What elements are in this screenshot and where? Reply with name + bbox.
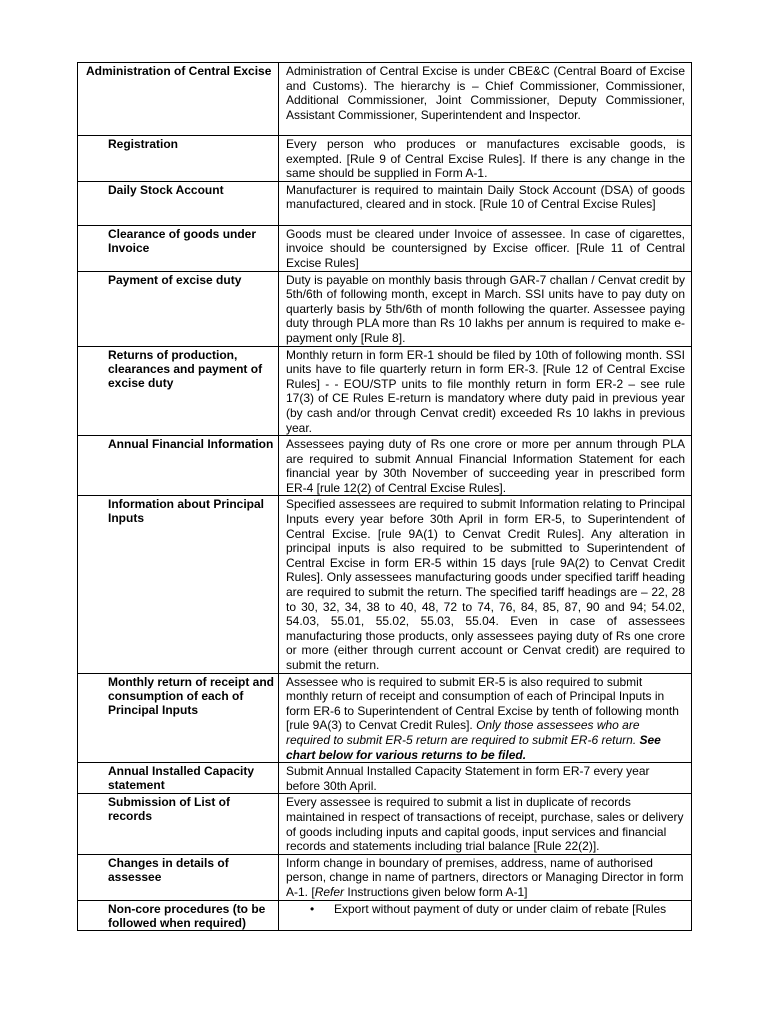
row-label: Annual Financial Information xyxy=(108,437,274,452)
bullet-item xyxy=(279,901,691,917)
row-text: Every person who produces or manufactures excisable goods, is exempted. [Rule 9 of Central Excise Rules]. If there is any change in the same should be supplied in Form A-1. xyxy=(286,137,685,181)
table-row xyxy=(78,436,692,496)
row-text-italic: Refer xyxy=(314,884,345,899)
row-label: Registration xyxy=(108,137,179,151)
row-text-italic: Only those assessees who are required to submit ER-5 return are required to submit ER-6 return. xyxy=(286,718,640,747)
row-text: Export without payment of duty or under claim of rebate [Rules xyxy=(334,901,667,916)
row-text: Assessees paying duty of Rs one crore or more per annum through PLA are required to submit Annual Financial Information Statement for each financial year by 30th November of succeeding year in prescribed form ER-4 [rule 12(2) of Central Excise Rules]. xyxy=(286,437,685,495)
table-row xyxy=(78,900,692,930)
row-label: Submission of List of records xyxy=(108,795,230,824)
row-label: Administration of Central Excise xyxy=(86,64,272,78)
table-row xyxy=(78,181,692,225)
row-text: Administration of Central Excise is under CBE&C (Central Board of Excise and Customs). The hierarchy is – Chief Commissioner, Commissioner, Additional Commissioner, Joint Commissioner, Deputy Commissioner, Assistant Commissioner, Superintendent and Inspector. xyxy=(286,64,685,122)
table-row xyxy=(78,136,692,182)
row-text: Monthly return in form ER-1 should be filed by 10th of following month. SSI units have to file quarterly return in form ER-3. [Rule 12 of Central Excise Rules] - - EOU/STP units to file monthly return in form ER-2 – see rule 17(3) of CE Rules E-return is mandatory where duty paid in previous year (by cash and/or through Cenvat credit) exceeded Rs 10 lakhs in previous year. xyxy=(286,347,685,435)
row-label: Daily Stock Account xyxy=(108,182,224,197)
table-row xyxy=(78,271,692,346)
table-row xyxy=(78,346,692,436)
table-row xyxy=(78,854,692,900)
row-text-before: Inform change in boundary of premises, address, name of authorised person, change in name of partners, directors or Managing Director in form A-1. [ xyxy=(286,855,684,899)
procedures-table xyxy=(77,62,692,931)
row-text: Submit Annual Installed Capacity Statement in form ER-7 every year before 30th April. xyxy=(286,764,650,793)
table-row xyxy=(78,496,692,673)
row-text: Duty is payable on monthly basis through GAR-7 challan / Cenvat credit by 5th/6th of following month, except in March. SSI units have to pay duty on quarterly basis by 5th/6th of month following the quarter. Assessee paying duty through PLA more than Rs 10 lakhs per annum is required to make e-payment only [Rule 8]. xyxy=(286,272,685,345)
row-label: Payment of excise duty xyxy=(108,272,242,287)
row-text xyxy=(279,855,691,900)
row-label: Non-core procedures (to be followed when required) xyxy=(108,901,266,930)
row-text: Goods must be cleared under Invoice of assessee. In case of cigarettes, invoice should be countersigned by Excise officer. [Rule 11 of Central Excise Rules] xyxy=(286,226,685,270)
row-label: Returns of production, clearances and payment of excise duty xyxy=(108,347,263,390)
row-text-bold-italic: See chart below for various returns to be filed. xyxy=(286,732,661,762)
row-text-plain: Assessee who is required to submit ER-5 is also required to submit monthly return of receipt and consumption of each of Principal Inputs in form ER-6 to Superintendent of Central Excise by tenth of following month [rule 9A(3) to Cenvat Credit Rules]. xyxy=(286,674,679,733)
row-label: Changes in details of assessee xyxy=(108,855,229,884)
row-label: Clearance of goods under Invoice xyxy=(108,226,257,255)
row-text: Specified assessees are required to submit Information relating to Principal Inputs every year before 30th April in form ER-5, to Superintendent of Central Excise. [rule 9A(1) to Cenvat Credit Rules]. Any alteration in principal inputs is also required to be submitted to Superintendent of Central Excise in form ER-5 within 15 days [rule 9A(2) to Cenvat Credit Rules]. Only assessees manufacturing goods under specified tariff heading are required to submit the return. The specified tariff headings are – 22, 28 to 30, 32, 34, 38 to 40, 48, 72 to 74, 76, 84, 85, 87, 90 and 94; 54.02, 54.03, 55.01, 55.02, 55.03, 55.04. Even in case of assessees manufacturing those products, only assessees paying duty of Rs one crore or more (either through current account or Cenvat credit) are required to submit the return. xyxy=(286,497,685,672)
row-text: Manufacturer is required to maintain Daily Stock Account (DSA) of goods manufactured, cleared and in stock. [Rule 10 of Central Excise Rules] xyxy=(286,182,685,212)
table-row xyxy=(78,63,692,136)
row-text-after: Instructions given below form A-1] xyxy=(344,884,528,899)
row-label: Monthly return of receipt and consumption of each of Principal Inputs xyxy=(108,674,275,717)
table-row xyxy=(78,794,692,854)
row-text xyxy=(279,674,691,763)
bullet-icon: • xyxy=(310,901,315,916)
table-row xyxy=(78,673,692,763)
table-row xyxy=(78,763,692,794)
row-text: Every assessee is required to submit a list in duplicate of records maintained in respect of transactions of receipt, purchase, sales or delivery of goods including inputs and capital goods, input services and financial records and statements including trial balance [Rule 22(2)]. xyxy=(286,795,684,854)
table-row xyxy=(78,225,692,271)
row-label: Annual Installed Capacity statement xyxy=(108,764,255,793)
row-label: Information about Principal Inputs xyxy=(108,497,265,526)
